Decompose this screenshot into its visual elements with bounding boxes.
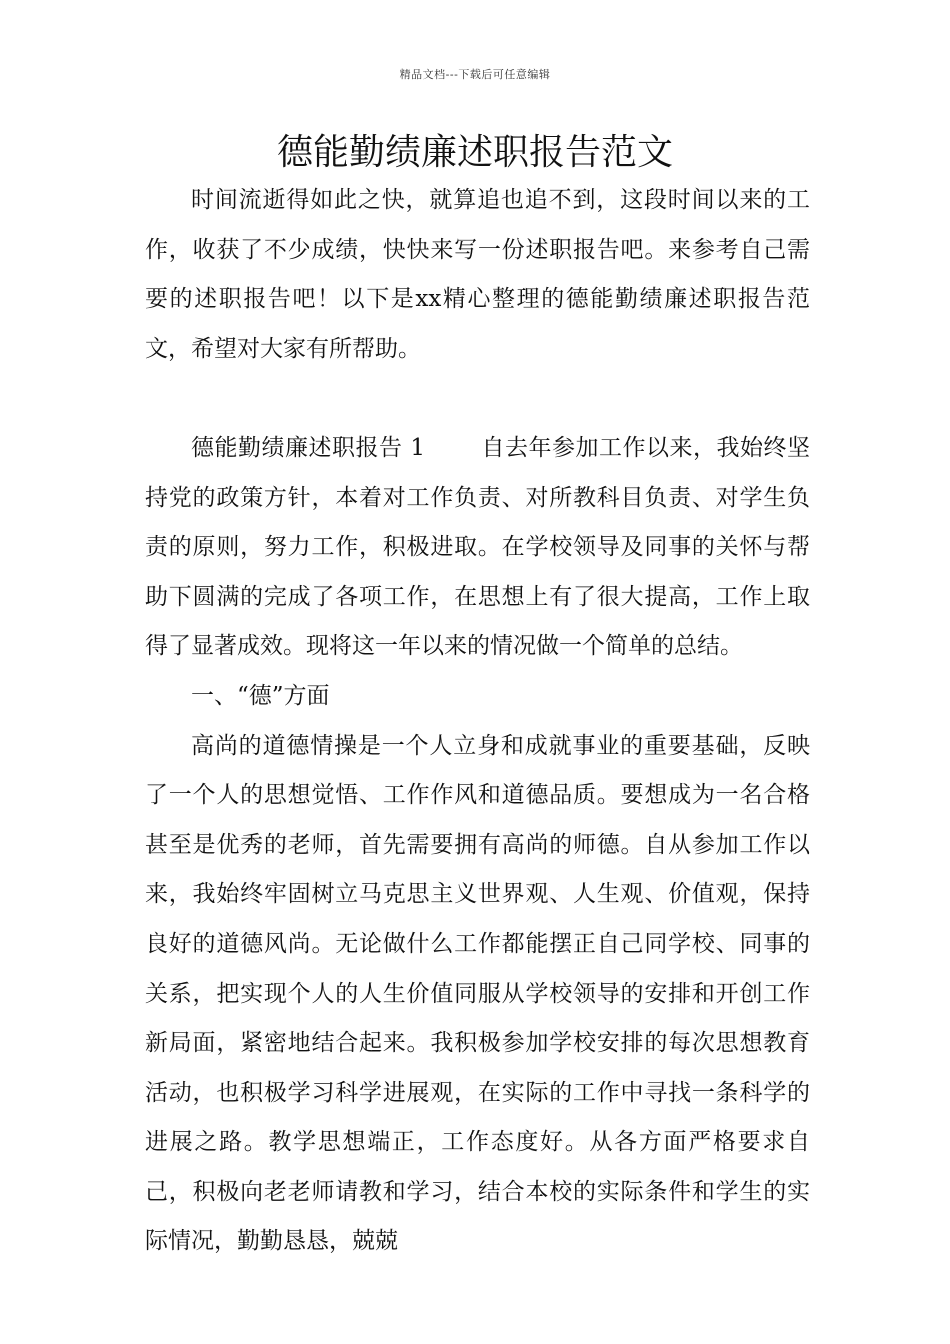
intro-paragraph: 时间流逝得如此之快，就算追也追不到，这段时间以来的工作，收获了不少成绩，快快来写一份述职报告吧。来参考自己需要的述职报告吧！以下是xx精心整理的德能勤绩廉述职报告范文，希望对大家有所帮助。 bbox=[145, 187, 810, 362]
document-title: 德能勤绩廉述职报告范文 bbox=[276, 132, 673, 173]
report1-heading: 德能勤绩廉述职报告 1 bbox=[191, 434, 425, 461]
paragraph-spacer bbox=[145, 374, 810, 424]
section1-heading: 一、“德”方面 bbox=[191, 682, 330, 709]
section1-paragraph: 高尚的道德情操是一个人立身和成就事业的重要基础，反映了一个人的思想觉悟、工作作风和道德品质。要想成为一名合格甚至是优秀的老师，首先需要拥有高尚的师德。自从参加工作以来，我始终牢固树立马克思主义世界观、人生观、价值观，保持良好的道德风尚。无论做什么工作都能摆正自己同学校、同事的关系，把实现个人的人生价值同服从学校领导的安排和开创工作新局面，紧密地结合起来。我积极参加学校安排的每次思想教育活动，也积极学习科学进展观，在实际的工作中寻找一条科学的进展之路。教学思想端正，工作态度好。从各方面严格要求自己，积极向老老师请教和学习，结合本校的实际条件和学生的实际情况，勤勤恳恳，兢兢 bbox=[145, 732, 810, 1255]
report1-body: 自去年参加工作以来，我始终坚持党的政策方针，本着对工作负责、对所教科目负责、对学生负责的原则，努力工作，积极进取。在学校领导及同事的关怀与帮助下圆满的完成了各项工作，在思想上有了很大提高，工作上取得了显著成效。现将这一年以来的情况做一个简单的总结。 bbox=[145, 434, 810, 660]
report1-paragraph bbox=[145, 424, 810, 672]
document-body bbox=[145, 176, 810, 1267]
header-note: 精品文档---下载后可任意编辑 bbox=[399, 68, 551, 81]
